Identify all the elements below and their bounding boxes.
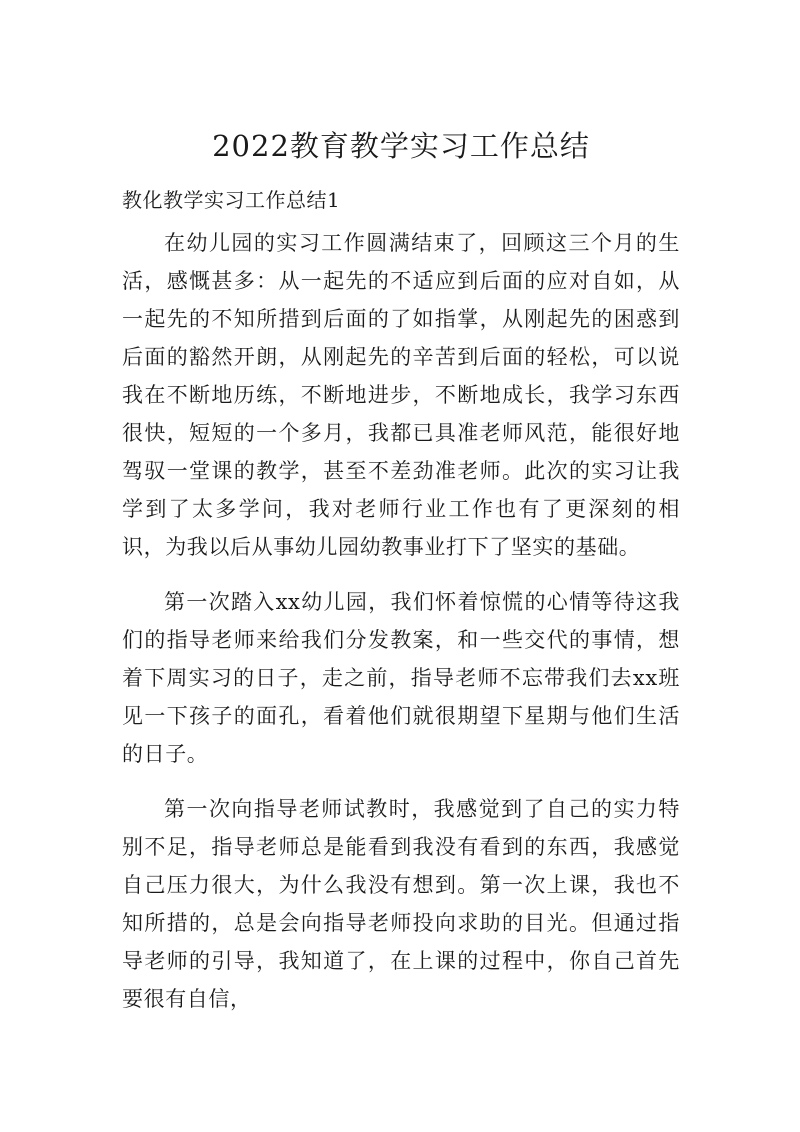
document-title: 2022教育教学实习工作总结: [212, 129, 590, 163]
paragraph-2: 第一次踏入xx幼儿园，我们怀着惊慌的心情等待这我们的指导老师来给我们分发教案，和一些交代的事情，想着下周实习的日子，走之前，指导老师不忘带我们去xx班见一下孩子的面孔，看着他们就很期望下星期与他们生活的日子。: [122, 590, 680, 766]
section-heading: 教化教学实习工作总结1: [122, 188, 341, 212]
paragraph-3: 第一次向指导老师试教时，我感觉到了自己的实力特别不足，指导老师总是能看到我没有看到的东西，我感觉自己压力很大，为什么我没有想到。第一次上课，我也不知所措的，总是会向指导老师投向求助的目光。但通过指导老师的引导，我知道了，在上课的过程中，你自己首先要很有自信，: [122, 797, 680, 1011]
paragraph-1: 在幼儿园的实习工作圆满结束了，回顾这三个月的生活，感慨甚多：从一起先的不适应到后面的应对自如，从一起先的不知所措到后面的了如指掌，从刚起先的困惑到后面的豁然开朗，从刚起先的辛苦到后面的轻松，可以说我在不断地历练，不断地进步，不断地成长，我学习东西很快，短短的一个多月，我都已具准老师风范，能很好地驾驭一堂课的教学，甚至不差劲准老师。此次的实习让我学到了太多学问，我对老师行业工作也有了更深刻的相识，为我以后从事幼儿园幼教事业打下了坚实的基础。: [122, 231, 680, 559]
